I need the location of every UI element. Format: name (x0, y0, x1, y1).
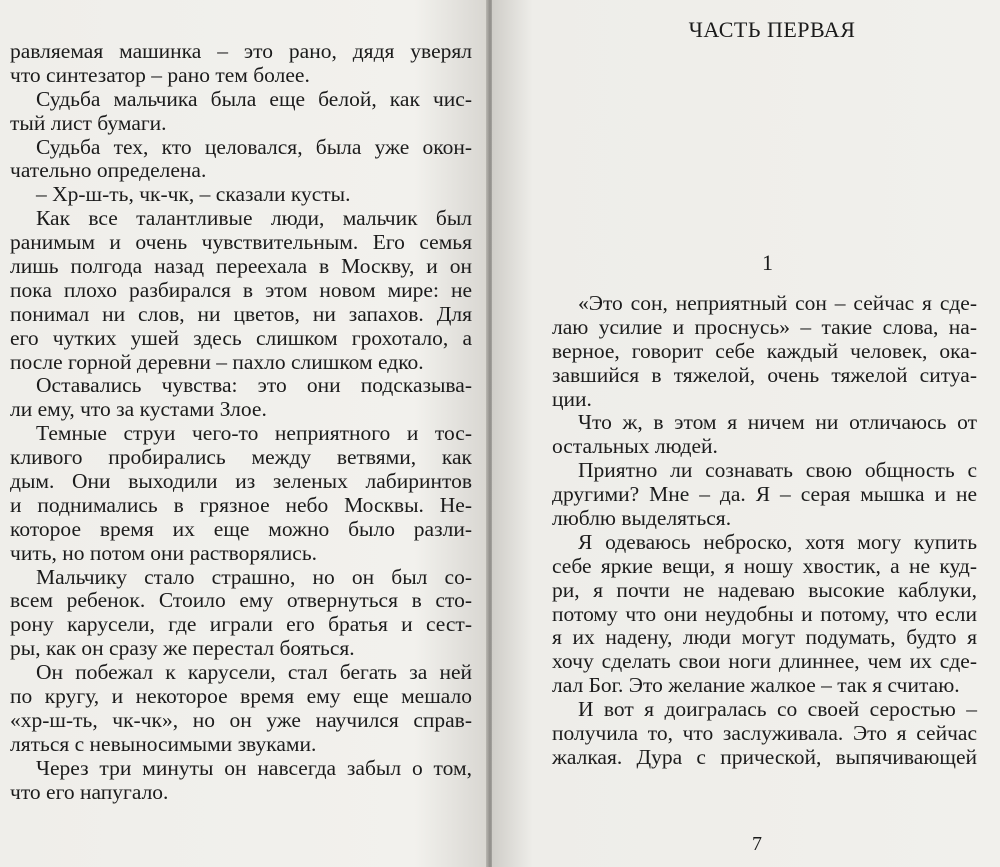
text-line: остальных людей. (552, 434, 718, 459)
text-line: дым. Они выходили из зеленых лабиринтов (10, 469, 472, 494)
text-line: себе яркие вещи, я ношу хвостик, а не куд- (552, 553, 977, 578)
text-line: его чутких ушей здесь слишком грохотало, а (10, 325, 472, 350)
text-line: ции. (552, 386, 592, 411)
text-line: по кругу, и некоторое время ему еще мешало (10, 684, 472, 709)
text-line: что его напугало. (10, 779, 169, 804)
text-line: после горной деревни – пахло слишком едко. (10, 349, 424, 374)
text-line: жалкая. Дура с прической, выпячивающей (552, 744, 977, 769)
text-line: кливого пробирались между ветвями, как (10, 445, 472, 470)
text-line: люблю выделяться. (552, 506, 732, 531)
text-line: ры, как он сразу же перестал бояться. (10, 636, 355, 661)
text-line: тый лист бумаги. (10, 110, 167, 135)
text-line: ранимым и очень чувствительным. Его семья (10, 230, 472, 255)
text-line: Я одеваюсь неброско, хотя могу купить (578, 529, 977, 554)
text-line: лаю усилие и проснусь» – такие слова, на- (552, 314, 977, 339)
text-line: и поднимались в грязное небо Москвы. Не- (10, 492, 472, 517)
text-line: Темные струи чего-то неприятного и тос- (36, 421, 472, 446)
text-line: «Это сон, неприятный сон – сейчас я сде- (578, 291, 977, 315)
text-line: Что ж, в этом я ничем ни отличаюсь от (578, 410, 977, 435)
text-line: лал Бог. Это желание жалкое – так я считаю. (552, 673, 960, 698)
text-line: рону карусели, где играли его братья и сест- (10, 612, 472, 637)
page-number: 7 (752, 833, 762, 855)
text-line: чить, но потом они растворялись. (10, 540, 318, 565)
text-line: пока плохо разбирался в этом новом мире: не (10, 277, 472, 302)
right-page-text (552, 292, 977, 770)
part-heading: ЧАСТЬ ПЕРВАЯ (688, 17, 856, 42)
text-line: Как все талантливые люди, мальчик был (36, 206, 472, 231)
text-line: Мальчику стало страшно, но он был со- (36, 564, 472, 589)
text-line: верное, говорит себе каждый человек, ока- (552, 338, 977, 363)
text-line: потому что они неудобны и потому, что если (552, 601, 977, 626)
chapter-number: 1 (762, 250, 773, 275)
text-line: чательно определена. (10, 158, 207, 183)
text-line: что синтезатор – рано тем более. (10, 62, 310, 87)
text-line: другими? Мне – да. Я – серая мышка и не (552, 482, 977, 507)
text-line: ляться с невыносимыми звуками. (10, 731, 317, 756)
text-line: Оставались чувства: это они подсказыва- (36, 373, 472, 398)
text-line: лишь полгода назад переехала в Москву, и он (10, 254, 472, 279)
text-line: равляемая машинка – это рано, дядя уверял (10, 39, 472, 63)
left-page-text (10, 40, 472, 805)
text-line: ли ему, что за кустами Злое. (10, 397, 267, 422)
text-line: И вот я доигралась со своей серостью – (578, 697, 977, 722)
right-page (492, 0, 1000, 867)
text-line: понимал ни слов, ни цветов, ни запахов. Для (10, 301, 472, 326)
text-line: ри, я почти не надеваю высокие каблуки, (552, 577, 977, 602)
text-line: хочу сделать свои ноги длиннее, чем их сде- (552, 649, 977, 674)
text-line: которое время их еще можно было разли- (10, 516, 472, 541)
text-line: – Хр-ш-ть, чк-чк, – сказали кусты. (36, 182, 351, 207)
text-line: Приятно ли сознавать свою общность с (578, 458, 977, 483)
text-line: всем ребенок. Стоило ему отвернуться в сто- (10, 588, 472, 613)
text-line: Судьба мальчика была еще белой, как чис- (36, 86, 472, 111)
left-page (0, 0, 488, 867)
text-line: «хр-ш-ть, чк-чк», но он уже научился справ- (10, 707, 472, 732)
text-line: завшийся в тяжелой, очень тяжелой ситуа- (552, 362, 977, 387)
text-line: я их надену, люди могут подумать, будто я (552, 625, 977, 650)
text-line: Судьба тех, кто целовался, была уже окон- (36, 134, 472, 159)
text-line: получила то, что заслуживала. Это я сейчас (552, 721, 977, 746)
text-line: Через три минуты он навсегда забыл о том, (36, 755, 472, 780)
text-line: Он побежал к карусели, стал бегать за ней (36, 660, 472, 685)
